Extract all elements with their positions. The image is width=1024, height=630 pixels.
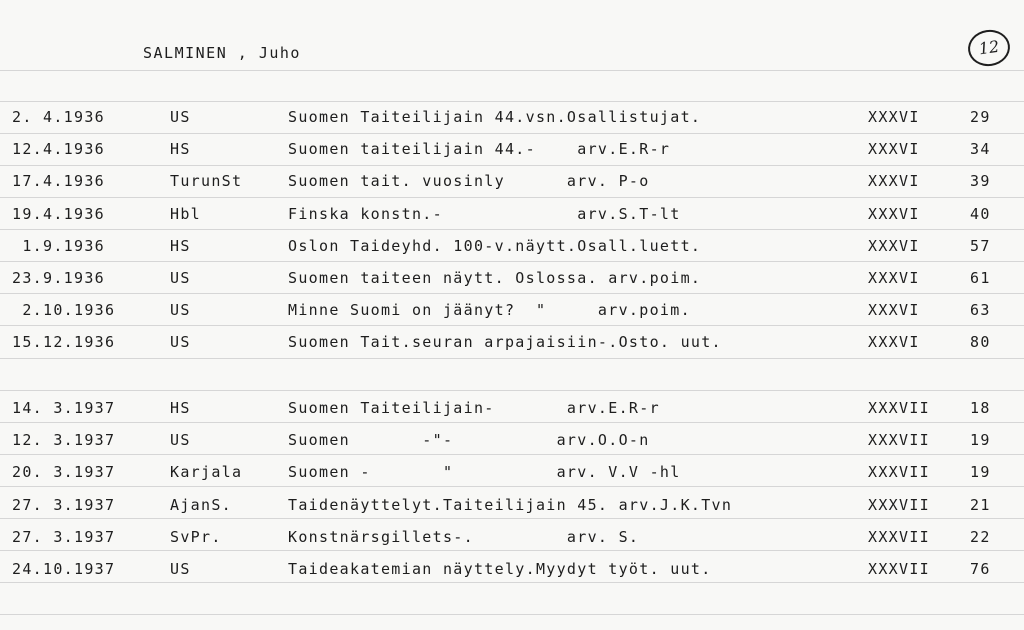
ruled-line — [0, 614, 1024, 615]
entry-title: Suomen Taiteilijain 44.vsn.Osallistujat. — [288, 108, 702, 126]
card-heading-name: SALMINEN , Juho — [143, 44, 301, 62]
entry-date: 12.4.1936 — [12, 140, 105, 159]
entry-source: Karjala — [170, 463, 243, 482]
card-number-circled: 12 — [966, 27, 1013, 68]
entry-page: 57 — [970, 236, 991, 255]
entry-row — [0, 166, 1024, 196]
entry-page: 22 — [970, 527, 991, 546]
entry-volume: XXXVI — [868, 301, 920, 320]
entry-volume: XXXVII — [868, 527, 930, 546]
entry-date: 15.12.1936 — [12, 333, 116, 352]
entry-page: 19 — [970, 431, 991, 450]
entry-source: TurunSt — [170, 172, 243, 191]
entry-row — [0, 554, 1024, 584]
entry-row — [0, 393, 1024, 423]
entry-title: Oslon Taideyhd. 100-v.näytt.Osall.luett. — [288, 236, 702, 255]
entry-row — [0, 231, 1024, 261]
entry-row — [0, 425, 1024, 455]
entry-volume: XXXVI — [868, 204, 920, 223]
entry-volume: XXXVI — [868, 269, 920, 287]
entry-page: 34 — [970, 140, 991, 159]
entry-source: SvPr. — [170, 527, 222, 546]
ruled-line — [0, 293, 1024, 294]
entry-page: 19 — [970, 463, 991, 482]
entry-page: 63 — [970, 301, 991, 320]
entry-date: 23.9.1936 — [12, 269, 105, 287]
entry-row — [0, 327, 1024, 357]
entry-date: 12. 3.1937 — [12, 431, 116, 450]
ruled-line — [0, 261, 1024, 262]
entry-date: 27. 3.1937 — [12, 527, 116, 546]
entry-page: 21 — [970, 495, 991, 514]
entry-title: Suomen -"- arv.O.O-n — [288, 431, 650, 450]
entry-row — [0, 295, 1024, 325]
entry-title: Suomen tait. vuosinly arv. P-o — [288, 172, 650, 191]
entry-date: 2. 4.1936 — [12, 108, 105, 126]
entry-title: Taideakatemian näyttely.Myydyt työt. uut. — [288, 560, 712, 578]
entry-source: US — [170, 431, 191, 450]
entry-date: 19.4.1936 — [12, 204, 105, 223]
entry-date: 27. 3.1937 — [12, 495, 116, 514]
entry-source: AjanS. — [170, 495, 232, 514]
entry-volume: XXXVII — [868, 399, 930, 417]
entry-source: US — [170, 301, 191, 320]
entry-page: 40 — [970, 204, 991, 223]
entry-title: Suomen Taiteilijain- arv.E.R-r — [288, 399, 660, 417]
entry-source: US — [170, 108, 191, 126]
entry-row — [0, 102, 1024, 132]
entry-source: US — [170, 269, 191, 287]
entry-title: Konstnärsgillets-. arv. S. — [288, 527, 640, 546]
entry-title: Suomen taiteilijain 44.- arv.E.R-r — [288, 140, 671, 159]
entry-row — [0, 199, 1024, 229]
entry-page: 76 — [970, 560, 991, 578]
entry-volume: XXXVII — [868, 463, 930, 482]
entry-volume: XXXVI — [868, 108, 920, 126]
entry-source: HS — [170, 140, 191, 159]
entry-source: US — [170, 333, 191, 352]
entry-date: 17.4.1936 — [12, 172, 105, 191]
entry-row — [0, 490, 1024, 520]
entry-volume: XXXVII — [868, 431, 930, 450]
entry-title: Suomen taiteen näytt. Oslossa. arv.poim. — [288, 269, 702, 287]
entry-title: Taidenäyttelyt.Taiteilijain 45. arv.J.K.Tvn — [288, 495, 733, 514]
entry-volume: XXXVI — [868, 172, 920, 191]
entry-page: 39 — [970, 172, 991, 191]
entry-date: 24.10.1937 — [12, 560, 116, 578]
entry-volume: XXXVII — [868, 495, 930, 514]
ruled-line — [0, 358, 1024, 359]
entry-page: 18 — [970, 399, 991, 417]
entry-row — [0, 522, 1024, 552]
entry-page: 80 — [970, 333, 991, 352]
entry-page: 61 — [970, 269, 991, 287]
entry-volume: XXXVII — [868, 560, 930, 578]
entry-title: Suomen - " arv. V.V -hl — [288, 463, 681, 482]
entry-title: Minne Suomi on jäänyt? " arv.poim. — [288, 301, 691, 320]
entry-source: HS — [170, 236, 191, 255]
entry-page: 29 — [970, 108, 991, 126]
entry-date: 1.9.1936 — [12, 236, 105, 255]
entry-row — [0, 457, 1024, 487]
entry-date: 2.10.1936 — [12, 301, 116, 320]
entry-volume: XXXVI — [868, 140, 920, 159]
ruled-line — [0, 390, 1024, 391]
entry-source: HS — [170, 399, 191, 417]
entry-title: Finska konstn.- arv.S.T-lt — [288, 204, 681, 223]
entry-volume: XXXVI — [868, 236, 920, 255]
entry-title: Suomen Tait.seuran arpajaisiin-.Osto. uut. — [288, 333, 722, 352]
entry-source: Hbl — [170, 204, 201, 223]
entry-date: 14. 3.1937 — [12, 399, 116, 417]
entry-date: 20. 3.1937 — [12, 463, 116, 482]
entry-row — [0, 134, 1024, 164]
ruled-line — [0, 70, 1024, 71]
entry-volume: XXXVI — [868, 333, 920, 352]
entry-source: US — [170, 560, 191, 578]
entry-row — [0, 263, 1024, 293]
